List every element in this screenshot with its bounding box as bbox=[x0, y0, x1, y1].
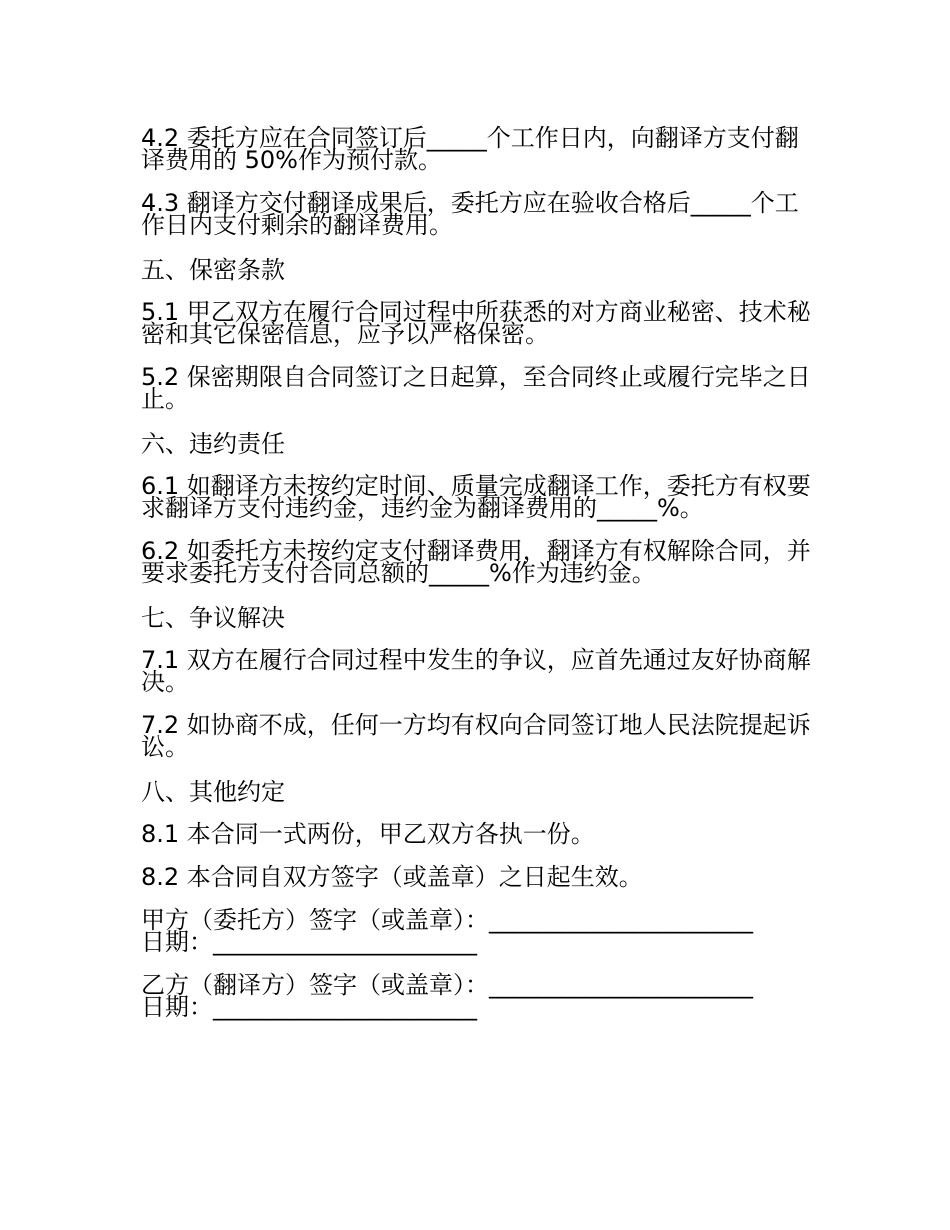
clause-6-1: 6.1 如翻译方未按约定时间、质量完成翻译工作，委托方有权要求翻译方支付违约金，违约金为翻译费用的_____%。 bbox=[141, 472, 811, 522]
clause-4-3: 4.3 翻译方交付翻译成果后，委托方应在验收合格后_____个工作日内支付剩余的翻译费用。 bbox=[141, 189, 799, 239]
party-b-signature-block bbox=[141, 971, 811, 1021]
clause-8-2: 8.2 本合同自双方签字（或盖章）之日起生效。 bbox=[141, 863, 643, 891]
clause-6-2: 6.2 如委托方未按约定支付翻译费用，翻译方有权解除合同，并要求委托方支付合同总额的_____%作为违约金。 bbox=[141, 537, 811, 587]
clause-5-1: 5.1 甲乙双方在履行合同过程中所获悉的对方商业秘密、技术秘密和其它保密信息，应予以严格保密。 bbox=[141, 298, 811, 348]
party-a-date-line: 日期：______________________ bbox=[141, 928, 477, 956]
section-6-heading: 六、违约责任 bbox=[141, 430, 285, 458]
clause-7-2: 7.2 如协商不成，任何一方均有权向合同签订地人民法院提起诉讼。 bbox=[141, 711, 811, 761]
clause-5-2: 5.2 保密期限自合同签订之日起算，至合同终止或履行完毕之日止。 bbox=[141, 363, 811, 413]
section-5-heading: 五、保密条款 bbox=[141, 256, 285, 284]
party-a-signature-line: 甲方（委托方）签字（或盖章）：______________________ bbox=[141, 906, 753, 934]
clause-8-1: 8.1 本合同一式两份，甲乙双方各执一份。 bbox=[141, 820, 595, 848]
party-b-signature-line: 乙方（翻译方）签字（或盖章）：______________________ bbox=[141, 971, 753, 999]
clause-4-2: 4.2 委托方应在合同签订后_____个工作日内，向翻译方支付翻译费用的 50%作为预付款。 bbox=[141, 124, 799, 174]
party-b-date-line: 日期：______________________ bbox=[141, 993, 477, 1021]
party-a-signature-block bbox=[141, 906, 811, 956]
clause-7-1: 7.1 双方在履行合同过程中发生的争议，应首先通过友好协商解决。 bbox=[141, 646, 811, 696]
section-7-heading: 七、争议解决 bbox=[141, 604, 285, 632]
document-body bbox=[141, 124, 811, 1039]
section-8-heading: 八、其他约定 bbox=[141, 778, 285, 806]
